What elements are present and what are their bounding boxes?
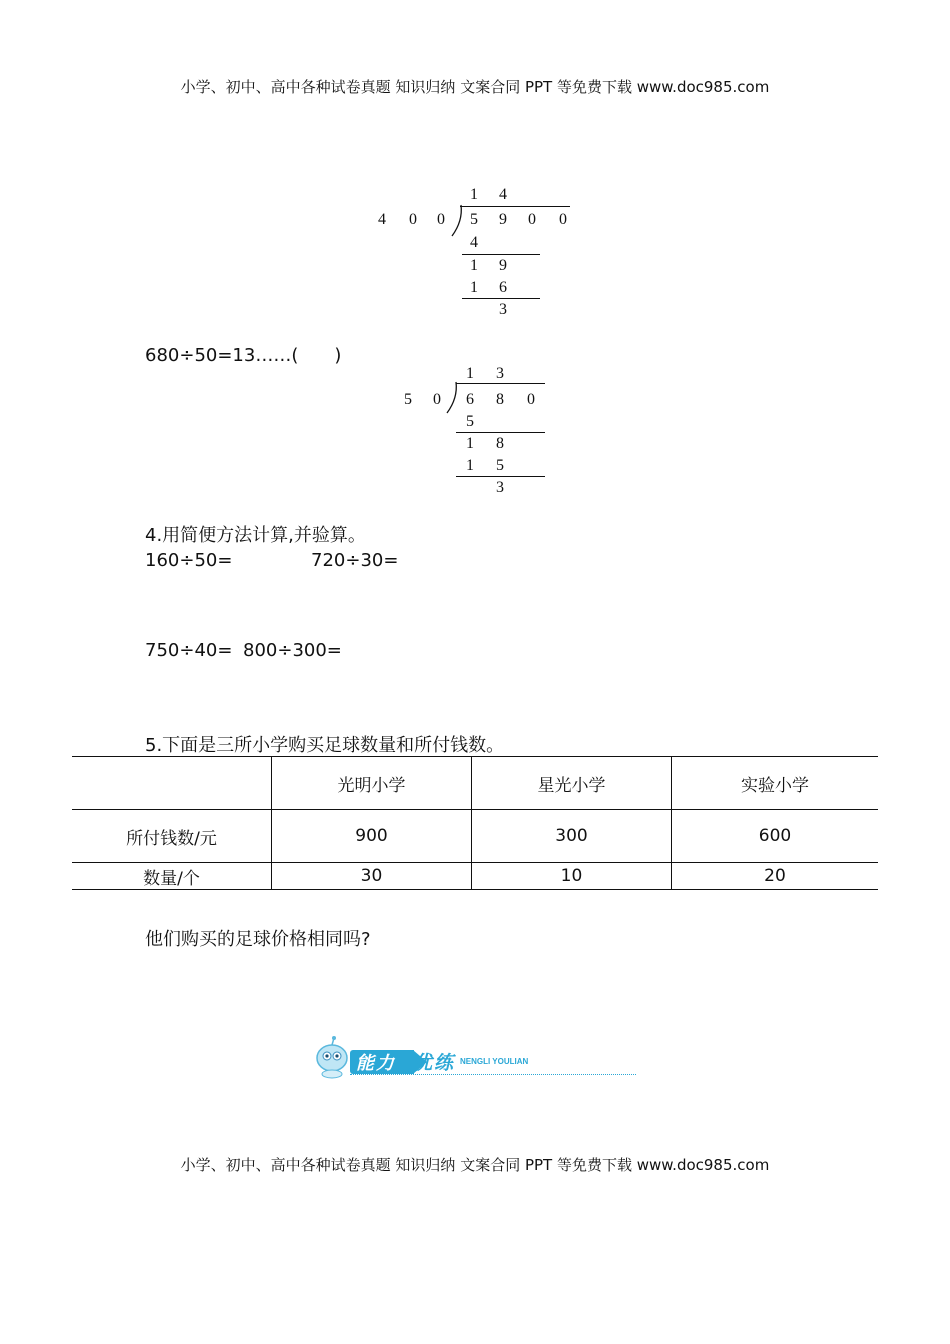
step-digit: 1 [470,257,478,274]
table-cell: 所付钱数/元 [126,828,217,849]
step-digit: 5 [466,413,474,430]
long-division-2 [0,0,950,500]
division-bracket [445,381,459,415]
section-banner [310,1036,640,1080]
divisor-digit: 0 [437,211,445,228]
table-header-row [72,757,878,810]
step-rule [456,432,545,433]
dividend-digit: 5 [470,211,478,228]
banner-underline [350,1074,636,1075]
banner-title-part: 能力 [356,1053,396,1074]
divisor-digit: 5 [404,391,412,408]
table-header-cell: 实验小学 [672,757,879,810]
dividend-digit: 0 [527,391,535,408]
step-digit: 1 [466,457,474,474]
table-row [72,863,878,890]
banner-title-part: 优练 [413,1052,456,1074]
table-cell: 10 [472,863,672,890]
table-row [72,810,878,863]
dividend-digit: 8 [496,391,504,408]
remainder-digit: 3 [496,479,504,496]
page-footer: 小学、初中、高中各种试卷真题 知识归纳 文案合同 PPT 等免费下载 www.doc985.com [180,1156,770,1174]
table-cell: 900 [272,810,472,863]
dividend-digit: 0 [559,211,567,228]
quotient-digit: 4 [499,186,507,203]
step-digit: 1 [466,435,474,452]
quotient-digit: 3 [496,365,504,382]
calc-item: 160÷50= [145,550,233,571]
football-purchase-table [72,756,878,890]
divisor-digit: 4 [378,211,386,228]
page-header: 小学、初中、高中各种试卷真题 知识归纳 文案合同 PPT 等免费下载 www.doc985.com [180,78,770,96]
calc-item: 720÷30= [311,550,399,571]
remainder-digit: 3 [499,301,507,318]
step-digit: 4 [470,234,478,251]
quotient-bar [456,383,545,384]
calc-item: 750÷40= [145,640,233,661]
table-cell: 30 [272,863,472,890]
divisor-digit: 0 [409,211,417,228]
table-header-cell [72,757,272,810]
step-digit: 9 [499,257,507,274]
step-digit: 5 [496,457,504,474]
quotient-digit: 1 [466,365,474,382]
step-rule [456,476,545,477]
banner-subtitle: NENGLI YOULIAN [460,1057,529,1066]
quotient-digit: 1 [470,186,478,203]
step-digit: 6 [499,279,507,296]
step-digit: 8 [496,435,504,452]
table-cell: 300 [472,810,672,863]
section-5-question: 他们购买的足球价格相同吗? [145,929,371,950]
table-cell: 数量/个 [143,868,200,889]
table-cell: 20 [672,863,879,890]
dividend-digit: 6 [466,391,474,408]
table-header-cell: 光明小学 [272,757,472,810]
section-5-title: 5.下面是三所小学购买足球数量和所付钱数。 [145,735,505,756]
step-digit: 1 [470,279,478,296]
section-4-title: 4.用简便方法计算,并验算。 [145,525,366,546]
dividend-digit: 9 [499,211,507,228]
table-header-cell: 星光小学 [472,757,672,810]
calc-item: 800÷300= [243,640,342,661]
divisor-digit: 0 [433,391,441,408]
problem-680-div-50: 680÷50=13……( ) [145,345,342,366]
dividend-digit: 0 [528,211,536,228]
table-cell: 600 [672,810,879,863]
